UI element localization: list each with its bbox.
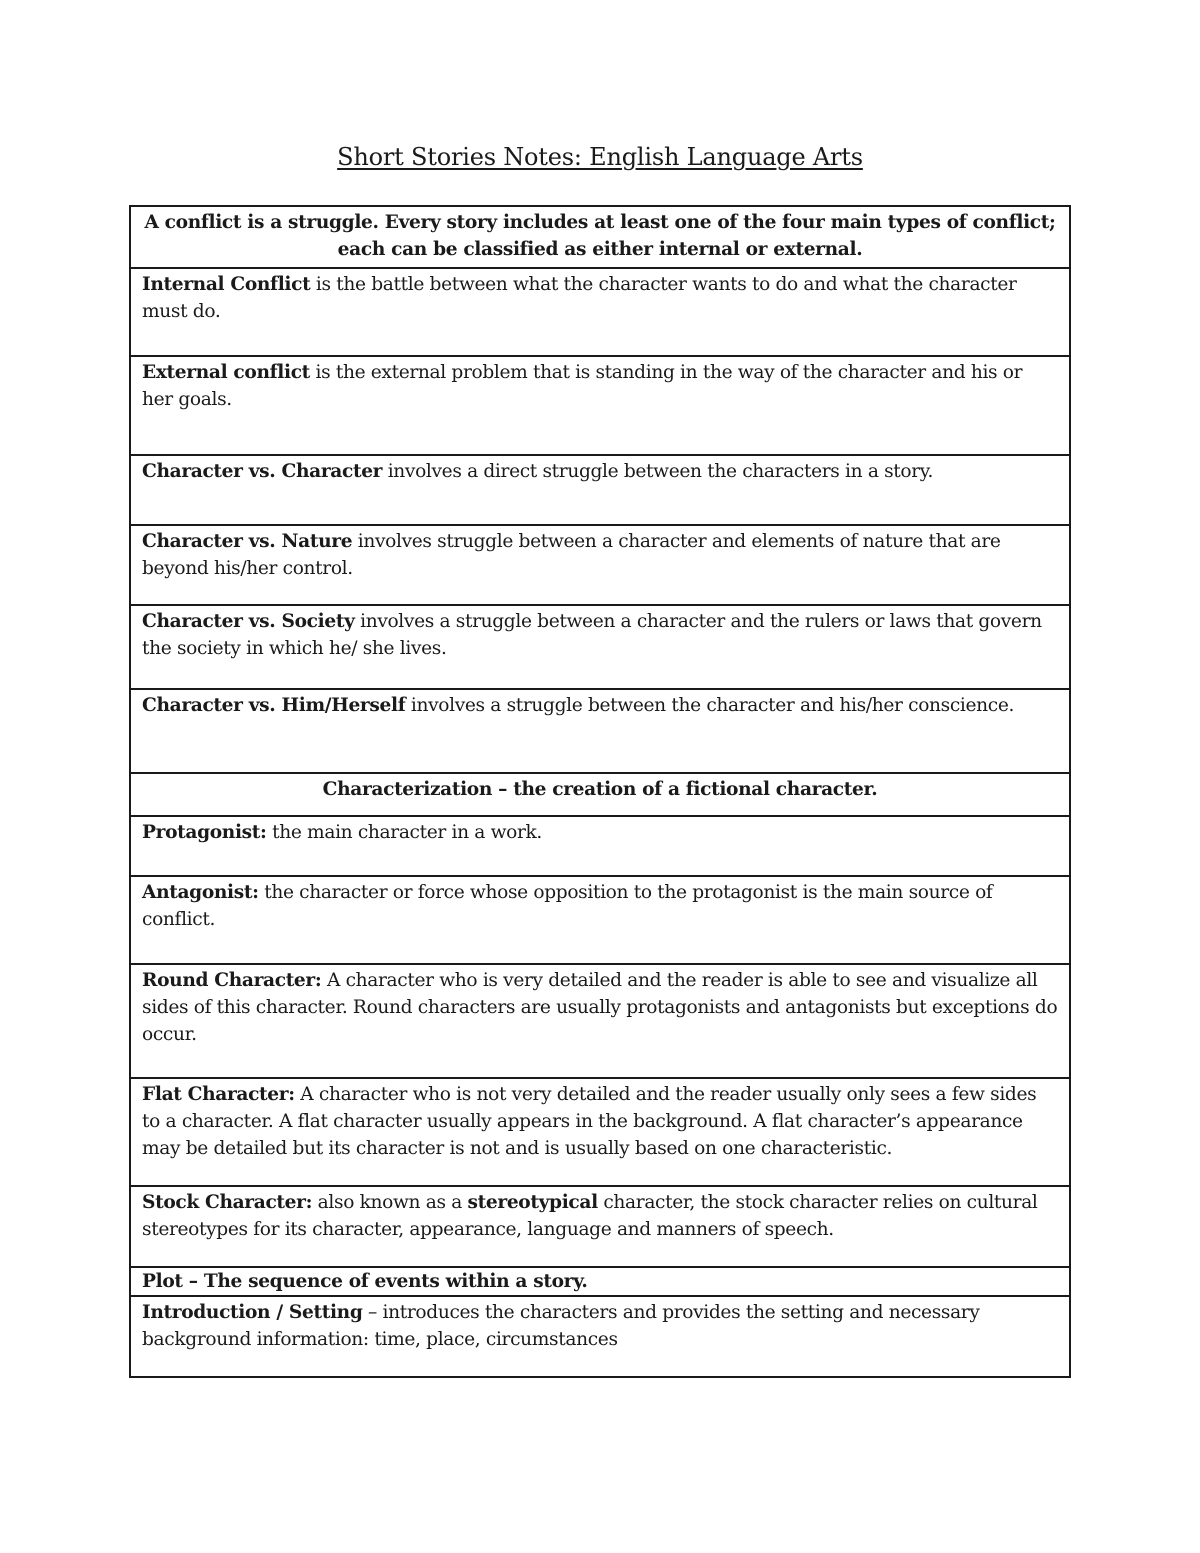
- definition: involves a direct struggle between the characters in a story.: [382, 461, 934, 482]
- term: Introduction / Setting: [142, 1302, 363, 1323]
- table-row: [130, 356, 1070, 455]
- term: Character vs. Society: [142, 611, 355, 632]
- section-header-conflict: A conflict is a struggle. Every story includes at least one of the four main types of conflict; each can be classified as either internal or external.: [130, 206, 1070, 268]
- term: Character vs. Nature: [142, 531, 353, 552]
- table-row: [130, 1267, 1070, 1296]
- table-row: [130, 525, 1070, 605]
- definition-cell: [130, 964, 1070, 1078]
- term: Flat Character:: [142, 1084, 295, 1105]
- definition: A character who is very detailed and the reader is able to see and visualize all sides of this character. Round characters are usually protagonists and antagonists but exceptions do occur.: [142, 970, 1058, 1045]
- term: Character vs. Him/Herself: [142, 695, 406, 716]
- page-title: Short Stories Notes: English Language Arts: [337, 143, 863, 171]
- definition: – introduces the characters and provides the setting and necessary background information: time, place, circumstances: [142, 1302, 980, 1350]
- definition-cell: [130, 356, 1070, 455]
- term: Round Character:: [142, 970, 322, 991]
- definition-cell: [130, 1186, 1070, 1267]
- table-row: [130, 206, 1070, 268]
- definition: A character who is not very detailed and the reader usually only sees a few sides to a character. A flat character usually appears in the background. A flat character’s appearance may be detailed but its character is not and is usually based on one characteristic.: [142, 1084, 1037, 1159]
- term: External conflict: [142, 362, 310, 383]
- term: Internal Conflict: [142, 274, 311, 295]
- definition-cell: [130, 1078, 1070, 1186]
- section-header-characterization: Characterization – the creation of a fictional character.: [130, 773, 1070, 816]
- section-header-plot: Plot – The sequence of events within a story.: [130, 1267, 1070, 1296]
- table-row: [130, 1186, 1070, 1267]
- term: Antagonist:: [142, 882, 259, 903]
- table-row: [130, 605, 1070, 689]
- table-row: [130, 1296, 1070, 1377]
- definition: involves a struggle between the character and his/her conscience.: [405, 695, 1015, 716]
- definition: character, the stock character relies on cultural stereotypes for its character, appearance, language and manners of speech.: [142, 1192, 1038, 1240]
- definition: involves struggle between a character and elements of nature that are beyond his/her control.: [142, 531, 1001, 579]
- table-row: [130, 268, 1070, 356]
- definition: involves a struggle between a character and the rulers or laws that govern the society in which he/ she lives.: [142, 611, 1042, 659]
- table-row: [130, 964, 1070, 1078]
- table-row: [130, 816, 1070, 876]
- definition-cell: [130, 1296, 1070, 1377]
- definition: the character or force whose opposition to the protagonist is the main source of conflict.: [142, 882, 993, 930]
- term: Stock Character:: [142, 1192, 313, 1213]
- term: Protagonist:: [142, 822, 267, 843]
- table-row: [130, 455, 1070, 525]
- table-row: [130, 1078, 1070, 1186]
- notes-table: [129, 205, 1071, 1378]
- table-row: [130, 689, 1070, 773]
- term: Character vs. Character: [142, 461, 383, 482]
- definition-cell: [130, 876, 1070, 964]
- definition-cell: [130, 605, 1070, 689]
- definition-cell: [130, 268, 1070, 356]
- definition-cell: [130, 455, 1070, 525]
- table-row: [130, 876, 1070, 964]
- definition-cell: [130, 525, 1070, 605]
- definition: is the battle between what the character wants to do and what the character must do.: [142, 274, 1017, 322]
- definition: is the external problem that is standing in the way of the character and his or her goals.: [142, 362, 1023, 410]
- definition: the main character in a work.: [266, 822, 542, 843]
- definition-cell: [130, 816, 1070, 876]
- definition: also known as a: [312, 1192, 468, 1213]
- term-emphasis: stereotypical: [467, 1192, 598, 1213]
- definition-cell: [130, 689, 1070, 773]
- table-row: [130, 773, 1070, 816]
